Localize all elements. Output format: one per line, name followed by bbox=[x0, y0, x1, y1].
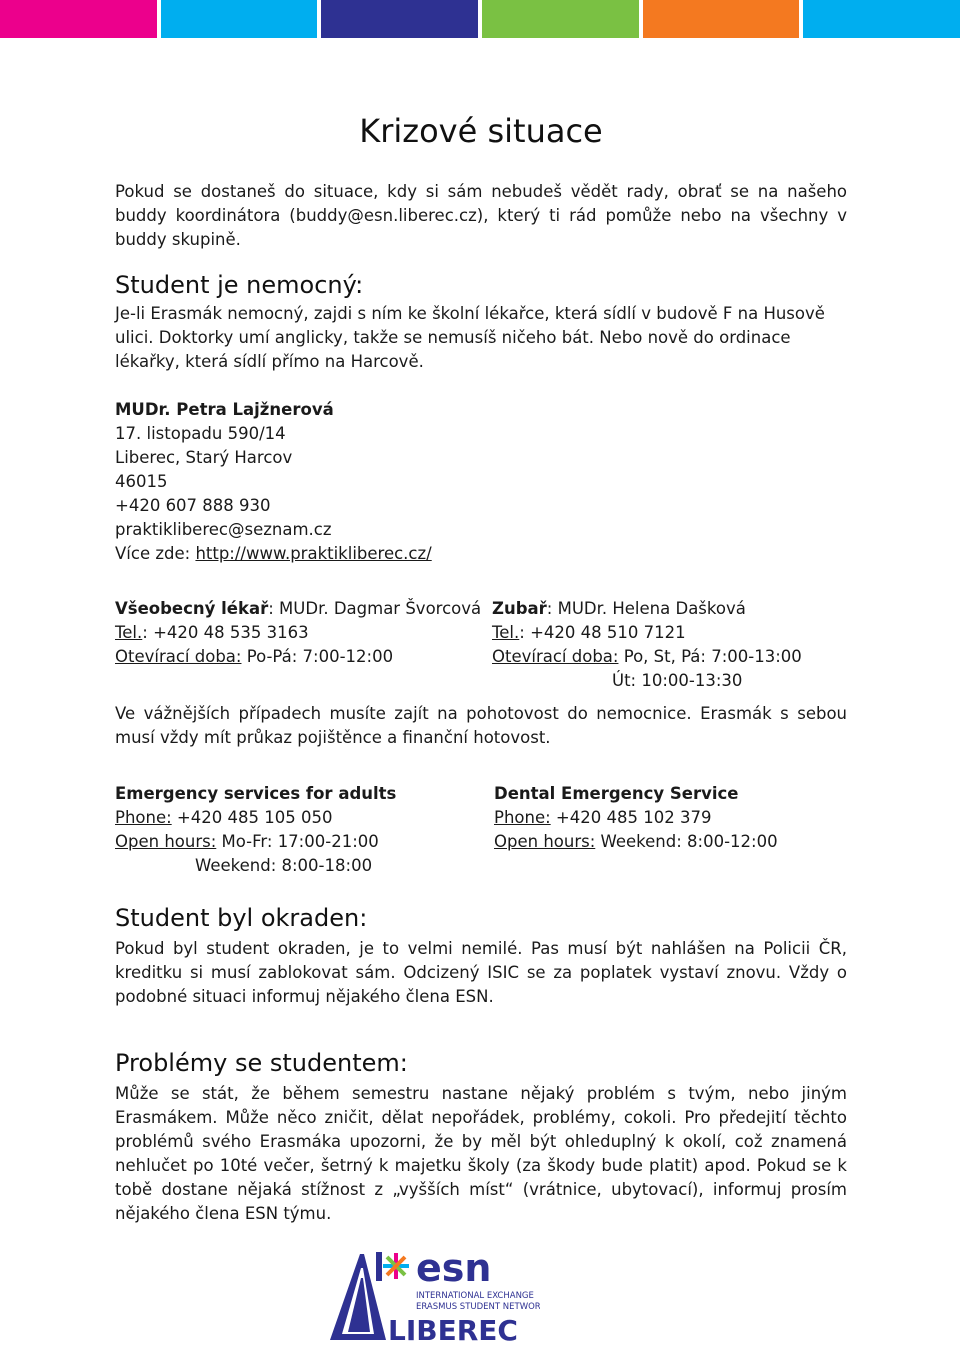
gp-hours-value: Po-Pá: 7:00-12:00 bbox=[241, 647, 394, 666]
dentist-hours-label: Otevírací doba: bbox=[492, 647, 619, 666]
emergency-dental-title: Dental Emergency Service bbox=[494, 784, 739, 803]
stripe-green bbox=[482, 0, 639, 38]
color-stripe-header bbox=[0, 0, 960, 38]
gp-name: : MUDr. Dagmar Švorcová bbox=[268, 599, 482, 618]
gp-tel-label: Tel. bbox=[115, 623, 143, 642]
stripe-pink bbox=[0, 0, 157, 38]
section-heading-sick: Student je nemocný: bbox=[115, 271, 364, 299]
emergency-adults-phone-label: Phone: bbox=[115, 808, 172, 827]
sick-paragraph: Je-li Erasmák nemocný, zajdi s ním ke školní lékařce, která sídlí v budově F na Husově ulici. Doktorky umí anglicky, takže se nemusíš ničeho bát. Nebo nově do ordinace lékařky, která sídlí přímo na Harcově. bbox=[115, 304, 825, 371]
dentist-hours-value: Po, St, Pá: 7:00-13:00 bbox=[618, 647, 802, 666]
emergency-dental-phone-label: Phone: bbox=[494, 808, 551, 827]
esn-star-icon bbox=[383, 1253, 409, 1279]
emergency-dental-block bbox=[494, 782, 849, 854]
logo-city-text: LIBEREC bbox=[388, 1314, 518, 1344]
esn-logo-graphic bbox=[330, 1248, 540, 1344]
doctor-email: praktikliberec@seznam.cz bbox=[115, 520, 332, 539]
emergency-dental-phone: +420 485 102 379 bbox=[550, 808, 712, 827]
more-label: Více zde: bbox=[115, 544, 196, 563]
emergency-adults-hours-extra: Weekend: 8:00-18:00 bbox=[195, 856, 373, 875]
doctor-street: 17. listopadu 590/14 bbox=[115, 424, 286, 443]
emergency-adults-phone: +420 485 105 050 bbox=[171, 808, 333, 827]
doctor-name: MUDr. Petra Lajžnerová bbox=[115, 400, 334, 419]
esn-liberec-logo bbox=[330, 1248, 540, 1344]
emergency-adults-block bbox=[115, 782, 396, 878]
emergency-dental-hours-label: Open hours: bbox=[494, 832, 596, 851]
emergency-dental-hours: Weekend: 8:00-12:00 bbox=[595, 832, 778, 851]
problems-paragraph: Může se stát, že během semestru nastane nějaký problém s tvým, nebo jiným Erasmákem. Může něco zničit, dělat nepořádek, problémy, cokoli. Pro předejití těchto problémů svého Erasmáka upozorni, že by měl být ohleduplný k okolí, což znamená nehlučet po 10té večer, šetrný k majetku školy (za škody bude platit) apod. Pokud se k tobě dostane nějaká stížnost z „vyšších míst“ (vrátnice, ubytovací), informuj prosím nějakého člena ESN týmu. bbox=[115, 1084, 847, 1223]
doctor-more-line bbox=[115, 542, 432, 566]
dentist-tel-value: : +420 48 510 7121 bbox=[519, 623, 686, 642]
logo-esn-text: esn bbox=[416, 1248, 492, 1290]
stripe-navy bbox=[321, 0, 478, 38]
stripe-cyan-2 bbox=[803, 0, 960, 38]
doctor-contact-block bbox=[115, 398, 432, 566]
more-link[interactable]: http://www.praktikliberec.cz/ bbox=[195, 544, 432, 563]
emergency-adults-title: Emergency services for adults bbox=[115, 784, 397, 803]
gp-role: Všeobecný lékař bbox=[115, 599, 269, 618]
dentist-block bbox=[492, 597, 847, 693]
intro-paragraph: Pokud se dostaneš do situace, kdy si sám nebudeš vědět rady, obrať se na našeho buddy koordinátora (buddy@esn.liberec.cz), který ti rád pomůže nebo na všechny v buddy skupině. bbox=[115, 182, 847, 249]
serious-note: Ve vážnějších případech musíte zajít na pohotovost do nemocnice. Erasmák s sebou musí vždy mít průkaz pojištěnce a finanční hotovost. bbox=[115, 704, 847, 747]
logo-line-1: INTERNATIONAL EXCHANGE bbox=[416, 1291, 534, 1301]
section-heading-robbed: Student byl okraden: bbox=[115, 904, 368, 932]
dentist-hours-extra: Út: 10:00-13:30 bbox=[612, 671, 743, 690]
robbed-paragraph: Pokud byl student okraden, je to velmi nemilé. Pas musí být nahlášen na Policii ČR, kreditku si musí zablokovat sám. Odcizený ISIC se za poplatek vystaví znovu. Vždy o podobné situaci informuj nějakého člena ESN. bbox=[115, 939, 847, 1006]
doctor-phone: +420 607 888 930 bbox=[115, 496, 271, 515]
stripe-cyan bbox=[161, 0, 318, 38]
doctor-zip: 46015 bbox=[115, 472, 168, 491]
doctor-city: Liberec, Starý Harcov bbox=[115, 448, 293, 467]
dentist-role: Zubař bbox=[492, 599, 547, 618]
stripe-orange bbox=[643, 0, 800, 38]
dentist-tel-label: Tel. bbox=[492, 623, 520, 642]
section-heading-problems: Problémy se studentem: bbox=[115, 1049, 408, 1077]
gp-block bbox=[115, 597, 481, 669]
logo-line-2: ERASMUS STUDENT NETWORK bbox=[416, 1302, 540, 1312]
page-title: Krizové situace bbox=[359, 112, 603, 150]
gp-tel-value: : +420 48 535 3163 bbox=[142, 623, 309, 642]
gp-hours-label: Otevírací doba: bbox=[115, 647, 242, 666]
dentist-name: : MUDr. Helena Dašková bbox=[546, 599, 746, 618]
emergency-adults-hours: Mo-Fr: 17:00-21:00 bbox=[216, 832, 379, 851]
emergency-adults-hours-label: Open hours: bbox=[115, 832, 217, 851]
